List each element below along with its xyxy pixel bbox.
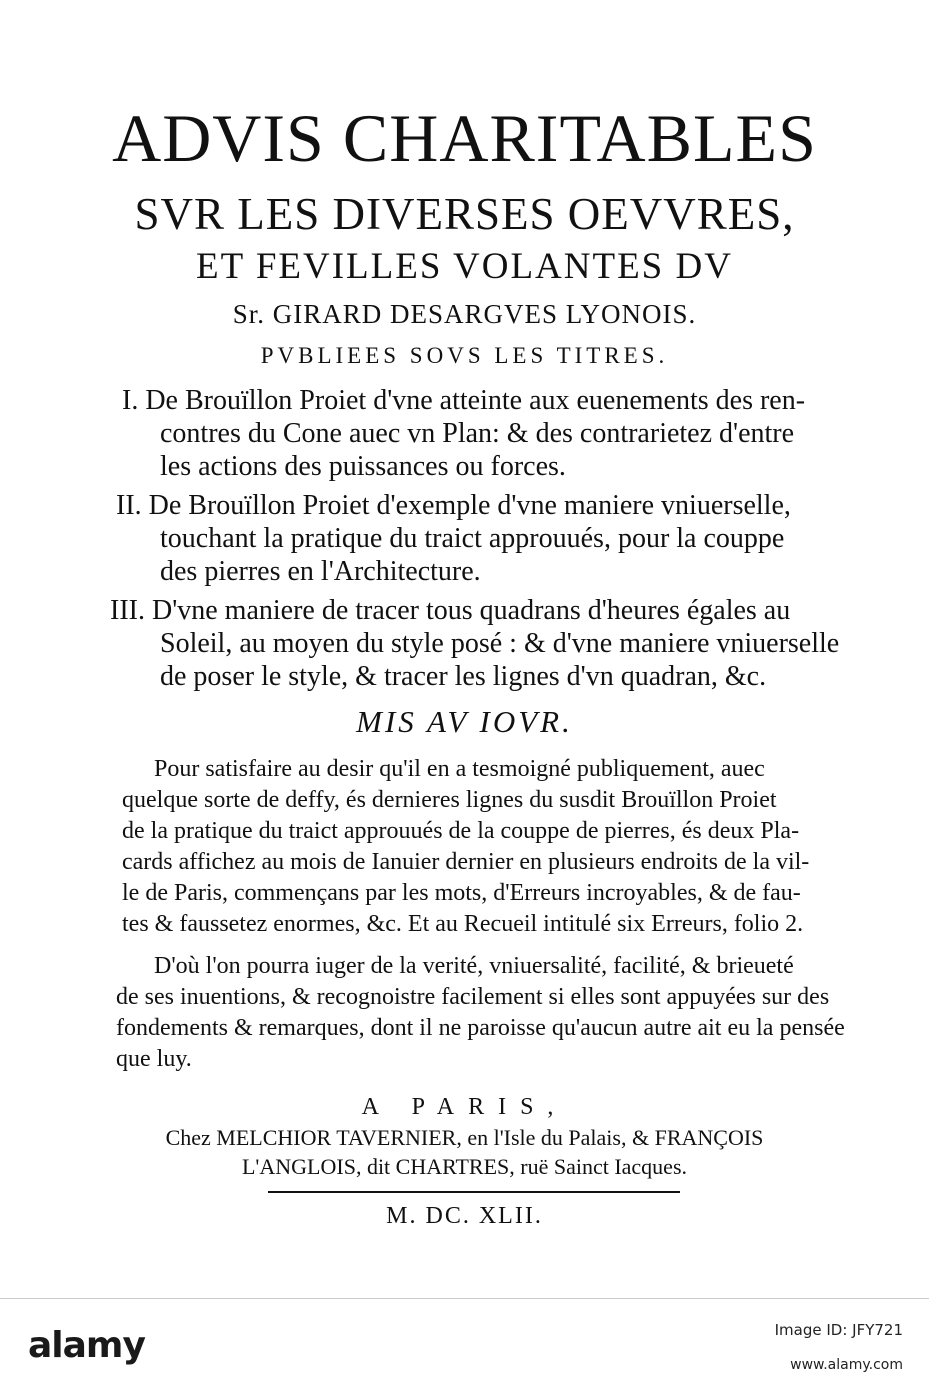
item-1-line-2: contres du Cone auec vn Plan: & des contrarietez d'entre [160,418,795,449]
imprint-year: M. DC. XLII. [386,1203,543,1229]
para1-line-6: tes & faussetez enormes, &c. Et au Recueil intitulé six Erreurs, folio 2. [122,911,804,937]
site-url: www.alamy.com [790,1357,903,1373]
title-line-2: SVR LES DIVERSES OEVVRES, [134,189,795,239]
para1-line-2: quelque sorte de deffy, és dernieres lignes du susdit Brouïllon Proiet [122,787,777,813]
imprint-city: A PARIS, [361,1094,568,1120]
imprint-line-1: Chez MELCHIOR TAVERNIER, en l'Isle du Palais, & FRANÇOIS [165,1125,764,1150]
item-2-line-2: touchant la pratique du traict approuués, pour la couppe [160,523,785,554]
title-line-4: Sr. GIRARD DESARGVES LYONOIS. [232,299,697,329]
para2-line-1: D'où l'on pourra iuger de la verité, vniuersalité, facilité, & brieueté [154,953,794,979]
imprint-line-2: L'ANGLOIS, dit CHARTRES, ruë Sainct Iacques. [241,1154,688,1179]
item-2-line-1: II. De Brouïllon Proiet d'exemple d'vne maniere vniuerselle, [116,490,791,521]
title-line-1: ADVIS CHARITABLES [112,100,817,176]
para2-line-2: de ses inuentions, & recognoistre facilement si elles sont appuyées sur des [116,984,830,1010]
para1-line-3: de la pratique du traict approuués de la couppe de pierres, és deux Pla- [122,818,800,844]
item-1-line-3: les actions des puissances ou forces. [160,451,566,482]
item-3-line-3: de poser le style, & tracer les lignes d'vn quadran, &c. [160,661,767,692]
para2-line-3: fondements & remarques, dont il ne paroisse qu'aucun autre ait eu la pensée [116,1015,845,1041]
item-1-line-1: I. De Brouïllon Proiet d'vne atteinte aux euenements des ren- [122,385,806,416]
para1-line-4: cards affichez au mois de Ianuier dernier en plusieurs endroits de la vil- [122,849,810,875]
title-line-5: PVBLIEES SOVS LES TITRES. [260,343,669,368]
mis-au-jour: MIS AV IOVR. [356,704,573,739]
item-3-line-2: Soleil, au moyen du style posé : & d'vne maniere vniuerselle [160,628,840,659]
para2-line-4: que luy. [116,1046,192,1072]
image-id: Image ID: JFY721 [774,1321,903,1339]
divider-rule [268,1191,680,1193]
para1-line-5: le de Paris, commençans par les mots, d'Erreurs incroyables, & de fau- [122,880,801,906]
title-line-3: ET FEVILLES VOLANTES DV [196,246,733,287]
item-2-line-3: des pierres en l'Architecture. [160,556,481,587]
para1-line-1: Pour satisfaire au desir qu'il en a tesmoigné publiquement, auec [154,756,765,782]
alamy-logo: alamy [28,1325,145,1366]
item-3-line-1: III. D'vne maniere de tracer tous quadrans d'heures égales au [110,595,791,626]
